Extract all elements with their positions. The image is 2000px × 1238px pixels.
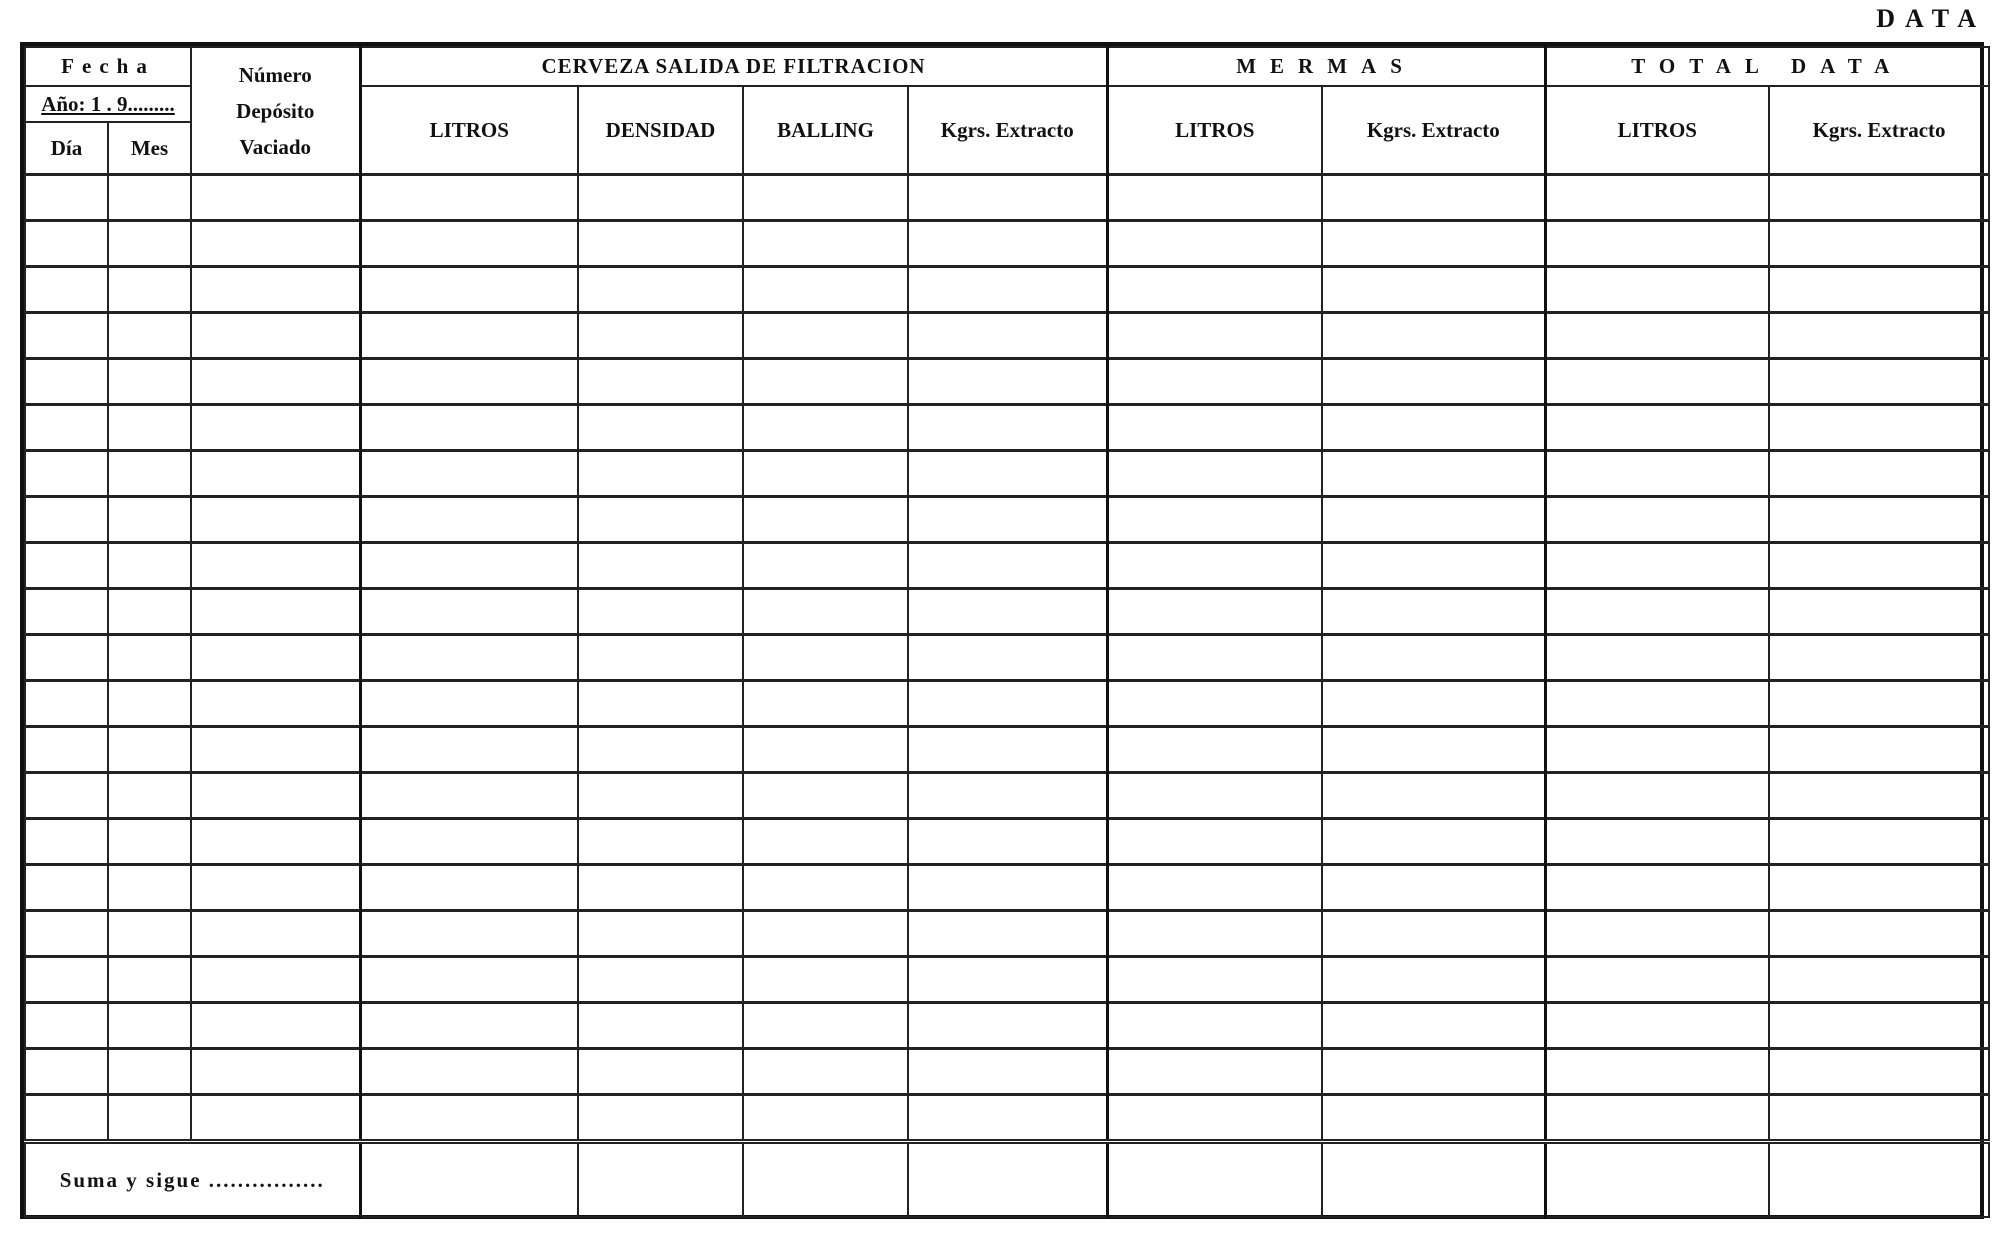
ledger-cell[interactable] <box>908 773 1107 819</box>
ledger-cell[interactable] <box>25 819 108 865</box>
ledger-cell[interactable] <box>1545 267 1769 313</box>
ledger-cell[interactable] <box>1322 773 1545 819</box>
ledger-cell[interactable] <box>743 911 908 957</box>
ledger-cell[interactable] <box>908 865 1107 911</box>
ledger-cell[interactable] <box>1545 589 1769 635</box>
suma-row <box>25 1142 1989 1218</box>
ledger-cell[interactable] <box>908 359 1107 405</box>
ledger-cell[interactable] <box>908 175 1107 221</box>
ledger-cell[interactable] <box>191 773 360 819</box>
numero-label-line: Número <box>238 62 312 87</box>
ledger-cell[interactable] <box>578 405 743 451</box>
ledger-cell[interactable] <box>1545 1049 1769 1095</box>
ledger-cell[interactable] <box>191 681 360 727</box>
ledger-cell[interactable] <box>1322 451 1545 497</box>
ledger-row <box>25 727 1989 773</box>
ledger-cell[interactable] <box>1769 451 1989 497</box>
ledger-cell[interactable] <box>1322 405 1545 451</box>
ledger-cell[interactable] <box>191 1049 360 1095</box>
ledger-row <box>25 865 1989 911</box>
ledger-cell[interactable] <box>1545 681 1769 727</box>
ledger-cell[interactable] <box>108 175 191 221</box>
ledger-cell[interactable] <box>25 635 108 681</box>
ledger-row <box>25 221 1989 267</box>
ledger-cell[interactable] <box>1769 635 1989 681</box>
ledger-cell[interactable] <box>191 267 360 313</box>
ledger-cell[interactable] <box>191 451 360 497</box>
ledger-cell[interactable] <box>1769 911 1989 957</box>
ledger-cell[interactable] <box>108 727 191 773</box>
mes-header: Mes <box>108 122 191 175</box>
ledger-cell[interactable] <box>1107 451 1322 497</box>
ledger-cell[interactable] <box>1107 221 1322 267</box>
ledger-cell[interactable] <box>908 1049 1107 1095</box>
ledger-row <box>25 635 1989 681</box>
ledger-cell[interactable] <box>360 727 578 773</box>
ledger-cell[interactable] <box>908 543 1107 589</box>
col-cerveza-kgrs-extracto: Kgrs. Extracto <box>908 86 1107 175</box>
ledger-cell[interactable] <box>1545 773 1769 819</box>
ledger-cell[interactable] <box>25 727 108 773</box>
ledger-cell[interactable] <box>578 359 743 405</box>
ledger-cell[interactable] <box>108 773 191 819</box>
ledger-cell[interactable] <box>743 451 908 497</box>
ledger-cell[interactable] <box>1769 819 1989 865</box>
ledger-cell[interactable] <box>1545 957 1769 1003</box>
ledger-cell[interactable] <box>743 635 908 681</box>
ledger-cell[interactable] <box>360 819 578 865</box>
ledger-cell[interactable] <box>908 221 1107 267</box>
ledger-cell[interactable] <box>743 1003 908 1049</box>
ledger-cell[interactable] <box>191 911 360 957</box>
ledger-cell[interactable] <box>908 635 1107 681</box>
ledger-cell[interactable] <box>1769 313 1989 359</box>
ledger-cell[interactable] <box>743 773 908 819</box>
ledger-row <box>25 1095 1989 1142</box>
ledger-cell[interactable] <box>1769 1095 1989 1142</box>
ledger-cell[interactable] <box>191 957 360 1003</box>
col-mermas-kgrs-extracto: Kgrs. Extracto <box>1322 86 1545 175</box>
ledger-row <box>25 543 1989 589</box>
ledger-cell[interactable] <box>360 313 578 359</box>
ledger-cell[interactable] <box>1322 267 1545 313</box>
ledger-cell[interactable] <box>908 589 1107 635</box>
ledger-cell[interactable] <box>578 1049 743 1095</box>
ledger-cell[interactable] <box>1545 865 1769 911</box>
ledger-cell[interactable] <box>360 635 578 681</box>
suma-total-cell[interactable] <box>1322 1142 1545 1218</box>
ledger-cell[interactable] <box>1107 865 1322 911</box>
ledger-row <box>25 175 1989 221</box>
ledger-cell[interactable] <box>360 451 578 497</box>
ledger-cell[interactable] <box>908 727 1107 773</box>
ledger-cell[interactable] <box>360 175 578 221</box>
ledger-cell[interactable] <box>578 175 743 221</box>
ledger-cell[interactable] <box>1545 635 1769 681</box>
col-total-litros: LITROS <box>1545 86 1769 175</box>
ledger-cell[interactable] <box>191 405 360 451</box>
ledger-cell[interactable] <box>108 359 191 405</box>
ledger-cell[interactable] <box>108 911 191 957</box>
ledger-cell[interactable] <box>1322 1049 1545 1095</box>
ledger-cell[interactable] <box>191 635 360 681</box>
form-corner-title: DATA <box>1876 4 1986 33</box>
ledger-cell[interactable] <box>1769 727 1989 773</box>
ledger-cell[interactable] <box>578 267 743 313</box>
ledger-cell[interactable] <box>1545 543 1769 589</box>
ledger-cell[interactable] <box>1545 819 1769 865</box>
ledger-row <box>25 773 1989 819</box>
ledger-row <box>25 589 1989 635</box>
ledger-cell[interactable] <box>743 681 908 727</box>
ledger-cell[interactable] <box>1107 405 1322 451</box>
col-cerveza-litros: LITROS <box>360 86 578 175</box>
col-mermas-litros: LITROS <box>1107 86 1322 175</box>
dia-header: Día <box>25 122 108 175</box>
ledger-cell[interactable] <box>25 175 108 221</box>
ledger-cell[interactable] <box>1769 865 1989 911</box>
ledger-cell[interactable] <box>108 589 191 635</box>
ledger-cell[interactable] <box>908 1003 1107 1049</box>
ledger-cell[interactable] <box>1107 267 1322 313</box>
ledger-cell[interactable] <box>360 1095 578 1142</box>
ledger-cell[interactable] <box>578 221 743 267</box>
ledger-cell[interactable] <box>908 681 1107 727</box>
ledger-cell[interactable] <box>108 543 191 589</box>
ledger-cell[interactable] <box>1322 221 1545 267</box>
ledger-cell[interactable] <box>578 497 743 543</box>
ledger-cell[interactable] <box>108 865 191 911</box>
ledger-cell[interactable] <box>908 497 1107 543</box>
ledger-cell[interactable] <box>191 313 360 359</box>
ledger-cell[interactable] <box>743 497 908 543</box>
ledger-row <box>25 359 1989 405</box>
ledger-cell[interactable] <box>908 405 1107 451</box>
ledger-cell[interactable] <box>360 589 578 635</box>
ledger-cell[interactable] <box>1107 1003 1322 1049</box>
ledger-cell[interactable] <box>360 543 578 589</box>
ledger-cell[interactable] <box>1545 727 1769 773</box>
ledger-cell[interactable] <box>1107 359 1322 405</box>
ledger-cell[interactable] <box>360 681 578 727</box>
ledger-cell[interactable] <box>743 1049 908 1095</box>
ledger-row <box>25 497 1989 543</box>
ledger-row <box>25 451 1989 497</box>
ledger-cell[interactable] <box>360 1049 578 1095</box>
ledger-cell[interactable] <box>578 543 743 589</box>
ledger-cell[interactable] <box>191 221 360 267</box>
ledger-cell[interactable] <box>25 1095 108 1142</box>
ledger-cell[interactable] <box>360 957 578 1003</box>
ledger-cell[interactable] <box>191 819 360 865</box>
ledger-cell[interactable] <box>1769 221 1989 267</box>
ledger-cell[interactable] <box>1107 497 1322 543</box>
ledger-cell[interactable] <box>191 543 360 589</box>
ledger-cell[interactable] <box>191 589 360 635</box>
suma-total-cell[interactable] <box>1545 1142 1769 1218</box>
ledger-body <box>25 47 1989 1217</box>
ledger-cell[interactable] <box>578 911 743 957</box>
col-cerveza-balling: BALLING <box>743 86 908 175</box>
ledger-cell[interactable] <box>1545 451 1769 497</box>
ledger-cell[interactable] <box>1107 635 1322 681</box>
vaciado-label-line: Vaciado <box>239 134 312 159</box>
ledger-cell[interactable] <box>743 865 908 911</box>
ledger-cell[interactable] <box>1769 175 1989 221</box>
ledger-cell[interactable] <box>1107 957 1322 1003</box>
ledger-cell[interactable] <box>1322 1003 1545 1049</box>
ledger-cell[interactable] <box>743 175 908 221</box>
ledger-row <box>25 405 1989 451</box>
ledger-cell[interactable] <box>25 359 108 405</box>
ledger-cell[interactable] <box>908 957 1107 1003</box>
ledger-cell[interactable] <box>108 267 191 313</box>
ledger-row <box>25 1049 1989 1095</box>
ledger-form <box>20 42 1984 1219</box>
ledger-cell[interactable] <box>578 727 743 773</box>
ledger-cell[interactable] <box>1322 543 1545 589</box>
ledger-cell[interactable] <box>908 267 1107 313</box>
ledger-cell[interactable] <box>108 313 191 359</box>
ledger-cell[interactable] <box>1107 589 1322 635</box>
ledger-cell[interactable] <box>578 451 743 497</box>
col-total-kgrs-extracto: Kgrs. Extracto <box>1769 86 1989 175</box>
ledger-cell[interactable] <box>25 865 108 911</box>
ledger-cell[interactable] <box>108 1095 191 1142</box>
ledger-cell[interactable] <box>1545 497 1769 543</box>
ledger-row <box>25 957 1989 1003</box>
ledger-cell[interactable] <box>25 589 108 635</box>
ledger-cell[interactable] <box>578 681 743 727</box>
ledger-cell[interactable] <box>743 313 908 359</box>
ledger-cell[interactable] <box>743 221 908 267</box>
ledger-cell[interactable] <box>1322 589 1545 635</box>
ledger-cell[interactable] <box>1107 543 1322 589</box>
ledger-cell[interactable] <box>578 313 743 359</box>
ledger-cell[interactable] <box>1107 313 1322 359</box>
ledger-cell[interactable] <box>743 267 908 313</box>
ledger-cell[interactable] <box>1107 819 1322 865</box>
ledger-cell[interactable] <box>578 589 743 635</box>
ledger-cell[interactable] <box>743 589 908 635</box>
ledger-cell[interactable] <box>360 911 578 957</box>
ledger-row <box>25 267 1989 313</box>
ledger-cell[interactable] <box>578 635 743 681</box>
ledger-cell[interactable] <box>1545 405 1769 451</box>
ledger-cell[interactable] <box>1545 1003 1769 1049</box>
ledger-cell[interactable] <box>25 267 108 313</box>
ledger-cell[interactable] <box>25 911 108 957</box>
suma-total-cell[interactable] <box>360 1142 578 1218</box>
ledger-cell[interactable] <box>1322 957 1545 1003</box>
ledger-cell[interactable] <box>1769 543 1989 589</box>
ledger-cell[interactable] <box>1545 1095 1769 1142</box>
ledger-cell[interactable] <box>743 359 908 405</box>
ledger-cell[interactable] <box>360 221 578 267</box>
numero-deposito-header <box>191 47 360 175</box>
ledger-cell[interactable] <box>908 313 1107 359</box>
ledger-cell[interactable] <box>578 957 743 1003</box>
ledger-cell[interactable] <box>1107 727 1322 773</box>
ledger-cell[interactable] <box>25 1003 108 1049</box>
ledger-cell[interactable] <box>25 451 108 497</box>
ledger-cell[interactable] <box>108 1003 191 1049</box>
ledger-cell[interactable] <box>578 865 743 911</box>
fecha-header: Fecha <box>25 47 191 86</box>
ledger-cell[interactable] <box>108 957 191 1003</box>
ledger-cell[interactable] <box>108 221 191 267</box>
ledger-cell[interactable] <box>360 359 578 405</box>
ledger-cell[interactable] <box>1769 957 1989 1003</box>
ledger-cell[interactable] <box>743 405 908 451</box>
ledger-cell[interactable] <box>1769 1049 1989 1095</box>
ano-field: Año: 1 . 9......... <box>25 86 191 122</box>
ledger-cell[interactable] <box>1322 175 1545 221</box>
ledger-cell[interactable] <box>360 267 578 313</box>
ledger-cell[interactable] <box>108 819 191 865</box>
ledger-table <box>24 46 1990 1218</box>
ledger-cell[interactable] <box>1769 773 1989 819</box>
suma-total-cell[interactable] <box>1769 1142 1989 1218</box>
ledger-cell[interactable] <box>1322 359 1545 405</box>
ledger-cell[interactable] <box>1322 1095 1545 1142</box>
ledger-cell[interactable] <box>1769 589 1989 635</box>
ledger-cell[interactable] <box>360 865 578 911</box>
ledger-cell[interactable] <box>191 1003 360 1049</box>
ledger-cell[interactable] <box>578 1003 743 1049</box>
deposito-label-line: Depósito <box>236 98 315 123</box>
ledger-cell[interactable] <box>360 497 578 543</box>
ledger-cell[interactable] <box>108 451 191 497</box>
ledger-cell[interactable] <box>25 681 108 727</box>
ledger-cell[interactable] <box>108 681 191 727</box>
ledger-cell[interactable] <box>1107 175 1322 221</box>
ledger-cell[interactable] <box>1322 681 1545 727</box>
ledger-cell[interactable] <box>1107 1049 1322 1095</box>
ledger-cell[interactable] <box>1322 313 1545 359</box>
ledger-cell[interactable] <box>1107 1095 1322 1142</box>
ledger-cell[interactable] <box>108 497 191 543</box>
ledger-cell[interactable] <box>1545 175 1769 221</box>
ledger-cell[interactable] <box>908 911 1107 957</box>
ledger-cell[interactable] <box>1322 865 1545 911</box>
ledger-cell[interactable] <box>743 819 908 865</box>
ledger-cell[interactable] <box>1769 359 1989 405</box>
ledger-cell[interactable] <box>360 773 578 819</box>
ledger-cell[interactable] <box>1107 681 1322 727</box>
suma-total-cell[interactable] <box>743 1142 908 1218</box>
ledger-cell[interactable] <box>1769 405 1989 451</box>
ledger-cell[interactable] <box>108 405 191 451</box>
ledger-cell[interactable] <box>191 1095 360 1142</box>
ledger-cell[interactable] <box>578 773 743 819</box>
ledger-cell[interactable] <box>108 635 191 681</box>
ledger-cell[interactable] <box>1769 681 1989 727</box>
ledger-cell[interactable] <box>578 819 743 865</box>
ledger-cell[interactable] <box>743 1095 908 1142</box>
ledger-cell[interactable] <box>1769 267 1989 313</box>
ledger-cell[interactable] <box>1769 1003 1989 1049</box>
ledger-cell[interactable] <box>1107 773 1322 819</box>
ledger-cell[interactable] <box>908 819 1107 865</box>
ledger-cell[interactable] <box>1322 497 1545 543</box>
cerveza-group-header: CERVEZA SALIDA DE FILTRACION <box>360 47 1107 86</box>
ledger-cell[interactable] <box>191 865 360 911</box>
ledger-cell[interactable] <box>1545 359 1769 405</box>
ledger-cell[interactable] <box>191 175 360 221</box>
ledger-cell[interactable] <box>191 727 360 773</box>
ledger-cell[interactable] <box>1322 819 1545 865</box>
ledger-cell[interactable] <box>108 1049 191 1095</box>
ledger-cell[interactable] <box>1322 635 1545 681</box>
suma-total-cell[interactable] <box>908 1142 1107 1218</box>
ledger-cell[interactable] <box>908 1095 1107 1142</box>
ledger-cell[interactable] <box>1545 911 1769 957</box>
total-data-group-header: TOTAL DATA <box>1545 47 1989 86</box>
ledger-cell[interactable] <box>25 497 108 543</box>
ledger-row <box>25 911 1989 957</box>
ledger-cell[interactable] <box>360 405 578 451</box>
ledger-cell[interactable] <box>191 359 360 405</box>
ledger-cell[interactable] <box>1322 911 1545 957</box>
ledger-cell[interactable] <box>743 957 908 1003</box>
ledger-cell[interactable] <box>191 497 360 543</box>
ledger-cell[interactable] <box>25 313 108 359</box>
ledger-cell[interactable] <box>578 1095 743 1142</box>
ledger-row <box>25 681 1989 727</box>
mermas-group-header: MERMAS <box>1107 47 1545 86</box>
ledger-cell[interactable] <box>908 451 1107 497</box>
ledger-row <box>25 819 1989 865</box>
ledger-cell[interactable] <box>25 1049 108 1095</box>
col-cerveza-densidad: DENSIDAD <box>578 86 743 175</box>
ledger-cell[interactable] <box>25 773 108 819</box>
header-row-groups <box>25 47 1989 86</box>
ledger-cell[interactable] <box>25 543 108 589</box>
suma-total-cell[interactable] <box>578 1142 743 1218</box>
ledger-cell[interactable] <box>25 221 108 267</box>
ledger-cell[interactable] <box>360 1003 578 1049</box>
ledger-cell[interactable] <box>743 727 908 773</box>
ledger-row <box>25 313 1989 359</box>
ledger-cell[interactable] <box>1769 497 1989 543</box>
ledger-row <box>25 1003 1989 1049</box>
suma-y-sigue-label: Suma y sigue ................ <box>25 1142 360 1218</box>
ledger-cell[interactable] <box>1322 727 1545 773</box>
ledger-cell[interactable] <box>1107 911 1322 957</box>
ledger-cell[interactable] <box>1545 221 1769 267</box>
ledger-cell[interactable] <box>743 543 908 589</box>
suma-total-cell[interactable] <box>1107 1142 1322 1218</box>
ledger-cell[interactable] <box>25 957 108 1003</box>
ledger-cell[interactable] <box>25 405 108 451</box>
ledger-cell[interactable] <box>1545 313 1769 359</box>
